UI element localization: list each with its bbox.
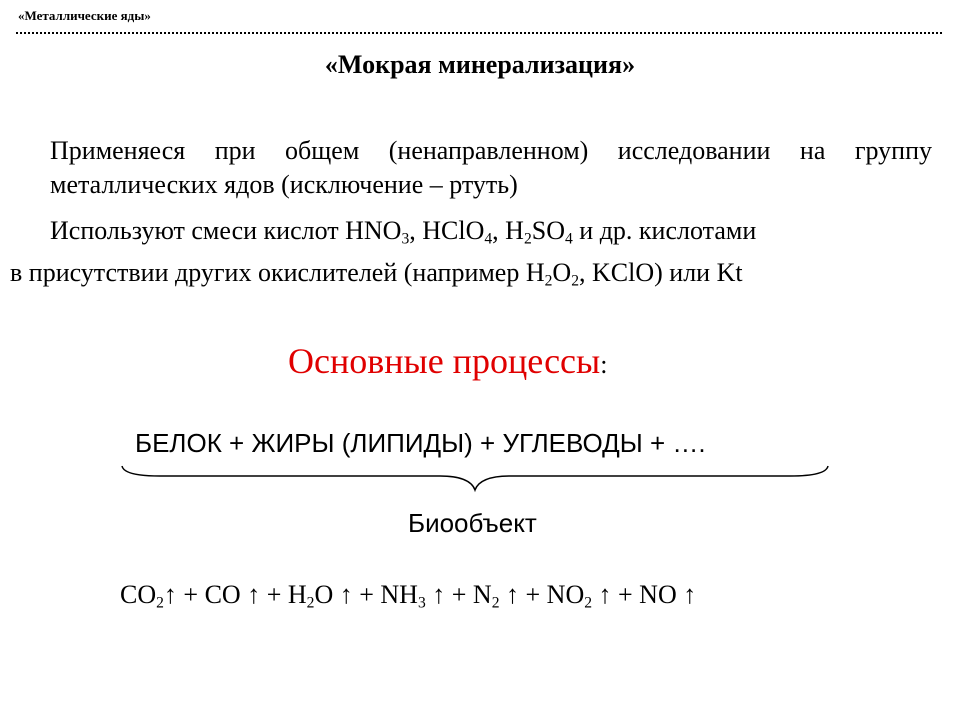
acids-text-h: , H [492, 216, 524, 245]
section-heading-text: Основные процессы [288, 341, 601, 381]
paragraph-application: Применяеся при общем (ненаправленном) исследовании на группу металлических ядов (исключение – ртуть) [50, 136, 932, 199]
acids-text-prefix: Используют смеси кислот HNO [50, 216, 402, 245]
h2o-subscript: 2 [306, 594, 315, 612]
products-h2o: O ↑ + NH [314, 580, 418, 609]
products-formula [120, 580, 696, 610]
no2-subscript: 2 [584, 594, 593, 612]
bioobject-label: Биообъект [408, 508, 537, 538]
oxidizers-text-suffix: , KClO) или Kt [579, 258, 743, 287]
paragraph-oxidizers [10, 256, 932, 290]
h2o2-subscript-o: 2 [571, 272, 579, 290]
section-heading [288, 340, 607, 382]
acids-text-suffix: и др. кислотами [572, 216, 757, 245]
products-no: ↑ + NO ↑ [592, 580, 697, 609]
hno3-subscript: 3 [401, 230, 410, 248]
acids-text-hclo: , HClO [409, 216, 485, 245]
co2-subscript: 2 [156, 594, 164, 612]
section-heading-colon: : [600, 350, 608, 379]
acids-text-so: SO [531, 216, 565, 245]
oxidizers-text-o: O [552, 258, 572, 287]
paragraph-acids [10, 214, 932, 248]
n2-subscript: 2 [491, 594, 500, 612]
h2o2-subscript-h: 2 [544, 272, 553, 290]
h2so4-subscript-h: 2 [523, 230, 532, 248]
header-label: «Металлические яды» [18, 8, 151, 23]
products-n2: ↑ + NO [499, 580, 585, 609]
h2so4-subscript-o: 4 [564, 230, 573, 248]
nh3-subscript: 3 [417, 594, 426, 612]
oxidizers-text-prefix: в присутствии других окислителей (например H [10, 258, 545, 287]
products-nh3: ↑ + N [425, 580, 492, 609]
header-divider [16, 32, 942, 34]
products-co2: CO [120, 580, 157, 609]
products-co: ↑ + CO ↑ + H [163, 580, 307, 609]
hclo4-subscript: 4 [484, 230, 493, 248]
curly-brace-icon [120, 462, 830, 494]
biomass-composition: БЕЛОК + ЖИРЫ (ЛИПИДЫ) + УГЛЕВОДЫ + …. [135, 428, 706, 458]
slide-title: «Мокрая минерализация» [324, 50, 636, 79]
